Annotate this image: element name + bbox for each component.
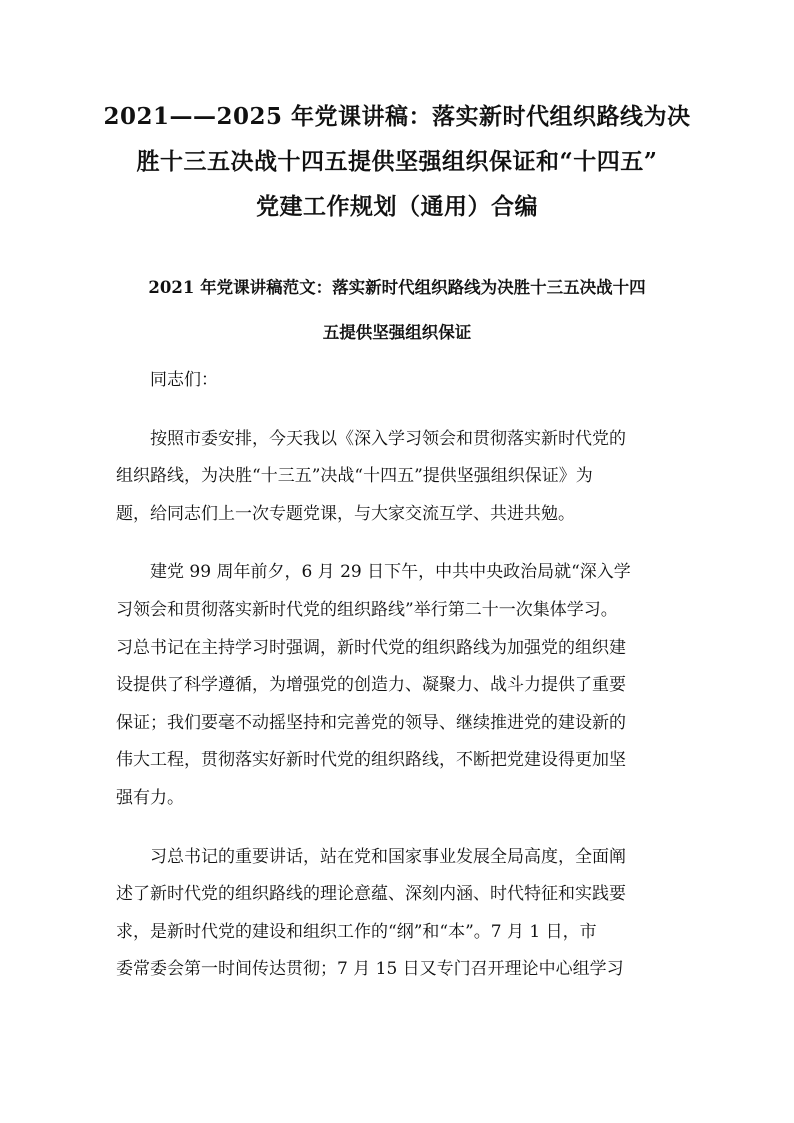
paragraph-line: 题，给同志们上一次专题党课，与大家交流互学、共进共勉。 [116, 503, 575, 524]
paragraph-line: 习总书记在主持学习时强调，新时代党的组织路线为加强党的组织建 [116, 637, 626, 658]
title-line: 2021——2025 年党课讲稿：落实新时代组织路线为决 [103, 103, 691, 130]
document-body [116, 362, 676, 1010]
paragraph-line: 同志们： [150, 370, 218, 390]
subtitle-line: 2021 年党课讲稿范文：落实新时代组织路线为决胜十三五决战十四 [148, 278, 646, 297]
paragraph [116, 421, 676, 534]
paragraph-line: 强有力。 [116, 787, 184, 808]
document-subtitle [90, 265, 704, 355]
paragraph-line: 委常委会第一时间传达贯彻；7 月 15 日又专门召开理论中心组学习 [116, 959, 624, 980]
paragraph-line: 按照市委安排，今天我以《深入学习领会和贯彻落实新时代党的 [150, 428, 626, 449]
paragraph-line: 保证；我们要毫不动摇坚持和完善党的领导、继续推进党的建设新的 [116, 712, 626, 733]
paragraph-greeting [116, 362, 676, 400]
paragraph-line: 习总书记的重要讲话，站在党和国家事业发展全局高度，全面阐 [150, 846, 626, 867]
paragraph-line: 述了新时代党的组织路线的理论意蕴、深刻内涵、时代特征和实践要 [116, 884, 626, 905]
paragraph-line: 习领会和贯彻落实新时代党的组织路线”举行第二十一次集体学习。 [116, 599, 618, 620]
paragraph-line: 伟大工程，贯彻落实好新时代党的组织路线，不断把党建设得更加坚 [116, 750, 626, 771]
paragraph-line: 设提供了科学遵循，为增强党的创造力、凝聚力、战斗力提供了重要 [116, 675, 626, 696]
title-line: 胜十三五决战十四五提供坚强组织保证和“十四五” [136, 148, 658, 175]
paragraph [116, 839, 676, 989]
title-line: 党建工作规划（通用）合编 [256, 193, 538, 220]
document-title [100, 94, 694, 229]
subtitle-line: 五提供坚强组织保证 [322, 323, 472, 342]
paragraph [116, 554, 676, 817]
paragraph-line: 组织路线，为决胜“十三五”决战“十四五”提供坚强组织保证》为 [116, 466, 593, 487]
paragraph-line: 求，是新时代党的建设和组织工作的“纲”和“本”。7 月 1 日，市 [116, 921, 597, 942]
paragraph-line: 建党 99 周年前夕，6 月 29 日下午，中共中央政治局就“深入学 [150, 562, 631, 583]
